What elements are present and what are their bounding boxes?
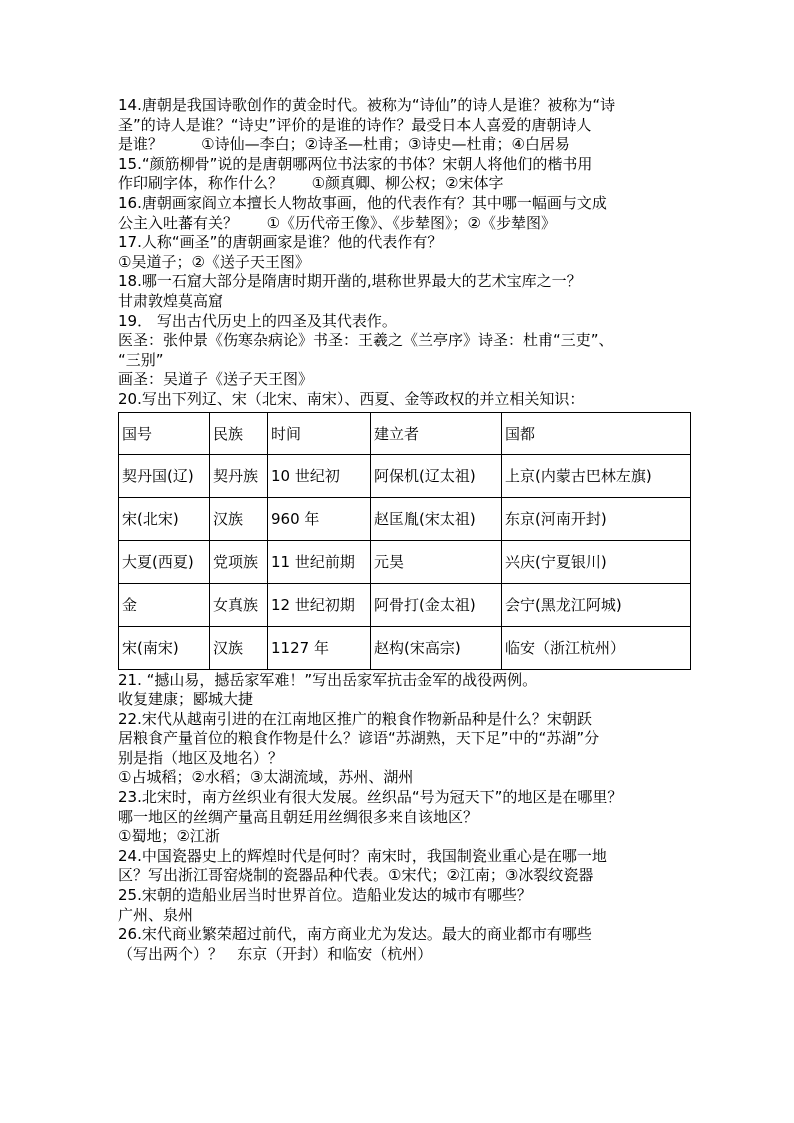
table-cell: 女真族 [210, 583, 268, 626]
text-line: 作印刷字体，称作什么？ ①颜真卿、柳公权；②宋体字 [118, 174, 504, 193]
text-line: 22.宋代从越南引进的在江南地区推广的粮食作物新品种是什么？宋朝跃 [118, 709, 592, 728]
questions-21-to-26 [118, 671, 698, 965]
text-line: 收复建康；郾城大捷 [118, 690, 254, 709]
table-cell: 汉族 [210, 626, 268, 669]
table-cell: 契丹族 [210, 454, 268, 497]
table-row [119, 497, 691, 540]
text-line: 14.唐朝是我国诗歌创作的黄金时代。被称为“诗仙”的诗人是谁？被称为“诗 [118, 96, 616, 114]
table-cell: 契丹国(辽) [119, 454, 210, 497]
text-line: 区？写出浙江哥窑烧制的瓷器品种代表。①宋代；②江南；③冰裂纹瓷器 [118, 866, 594, 885]
text-line: 圣”的诗人是谁？“诗史”评价的是谁的诗作？最受日本人喜爱的唐朝诗人 [118, 115, 592, 134]
header-cell: 民族 [210, 412, 268, 454]
table-header-row [119, 412, 691, 454]
table-cell: 宋(南宋) [119, 626, 210, 669]
table-cell: 赵匡胤(宋太祖) [371, 497, 502, 540]
table-cell: 元昊 [371, 540, 502, 583]
table-cell: 11 世纪前期 [268, 540, 371, 583]
header-cell: 国都 [502, 412, 691, 454]
text-line: 25.宋朝的造船业居当时世界首位。造船业发达的城市有哪些？ [118, 886, 532, 905]
text-line: 15.“颜筋柳骨”说的是唐朝哪两位书法家的书体？宋朝人将他们的楷书用 [118, 154, 593, 173]
text-line: ①蜀地；②江浙 [118, 827, 220, 846]
table-cell: 金 [119, 583, 210, 626]
table-cell: 大夏(西夏) [119, 540, 210, 583]
text-line: 是谁？ ①诗仙—李白；②诗圣—杜甫；③诗史—杜甫；④白居易 [118, 135, 570, 154]
text-line: 哪一地区的丝绸产量高且朝廷用丝绸很多来自该地区？ [118, 807, 479, 826]
text-line: 医圣：张仲景《伤寒杂病论》书圣：王羲之《兰亭序》诗圣：杜甫“三吏”、 [118, 331, 614, 350]
text-line: 别是指（地区及地名）？ [118, 748, 284, 767]
text-line: 18.哪一石窟大部分是隋唐时期开凿的,堪称世界最大的艺术宝库之一？ [118, 272, 582, 291]
document-body [118, 96, 698, 964]
table-cell: 东京(河南开封) [502, 497, 691, 540]
table-cell: 阿骨打(金太祖) [371, 583, 502, 626]
questions-14-to-20 [118, 96, 698, 410]
table-cell: 汉族 [210, 497, 268, 540]
text-line: 20.写出下列辽、宋（北宋、南宋）、西夏、金等政权的并立相关知识： [118, 389, 585, 408]
text-line: 居粮食产量首位的粮食作物是什么？谚语“苏湖熟，天下足”中的“苏湖”分 [118, 729, 600, 748]
table-cell: 宋(北宋) [119, 497, 210, 540]
text-line: 17.人称“画圣”的唐朝画家是谁？他的代表作有？ [118, 233, 443, 252]
text-line: ①吴道子；②《送子天王图》 [118, 252, 310, 271]
table-row [119, 583, 691, 626]
text-line: 甘肃敦煌莫高窟 [118, 291, 224, 310]
table-cell: 赵构(宋高宗) [371, 626, 502, 669]
table-cell: 阿保机(辽太祖) [371, 454, 502, 497]
text-line: ①占城稻；②水稻；③太湖流域，苏州、湖州 [118, 768, 414, 787]
text-line: 广州、泉州 [118, 905, 194, 924]
text-line: 23.北宋时，南方丝织业有很大发展。丝织品“号为冠天下”的地区是在哪里？ [118, 788, 623, 807]
text-line: 21. “撼山易，撼岳家军难！”写出岳家军抗击金军的战役两例。 [118, 670, 538, 689]
text-line: 26.宋代商业繁荣超过前代，南方商业尤为发达。最大的商业都市有哪些 [118, 925, 592, 944]
table-cell: 12 世纪初期 [268, 583, 371, 626]
text-line: 19． 写出古代历史上的四圣及其代表作。 [118, 311, 397, 330]
table-cell: 兴庆(宁夏银川) [502, 540, 691, 583]
header-cell: 建立者 [371, 412, 502, 454]
table-cell: 960 年 [268, 497, 371, 540]
text-line: 24.中国瓷器史上的辉煌时代是何时？南宋时，我国制瓷业重心是在哪一地 [118, 846, 607, 865]
text-line: 画圣：吴道子《送子天王图》 [118, 370, 314, 389]
header-cell: 时间 [268, 412, 371, 454]
table-cell: 上京(内蒙古巴林左旗) [502, 454, 691, 497]
table-row [119, 540, 691, 583]
table-row [119, 454, 691, 497]
table-cell: 党项族 [210, 540, 268, 583]
text-line: “三别” [118, 350, 164, 369]
text-line: 公主入吐蕃有关？ ①《历代帝王像》、《步辇图》；②《步辇图》 [118, 213, 557, 232]
table-cell: 1127 年 [268, 626, 371, 669]
table-cell: 会宁(黑龙江阿城) [502, 583, 691, 626]
text-line: （写出两个）？ 东京（开封）和临安（杭州） [118, 944, 433, 963]
table-cell: 临安（浙江杭州） [502, 626, 691, 669]
table-cell: 10 世纪初 [268, 454, 371, 497]
table-row [119, 626, 691, 669]
header-cell: 国号 [119, 412, 210, 454]
regimes-table [118, 412, 691, 670]
text-line: 16.唐朝画家阎立本擅长人物故事画，他的代表作有？其中哪一幅画与文成 [118, 193, 607, 212]
